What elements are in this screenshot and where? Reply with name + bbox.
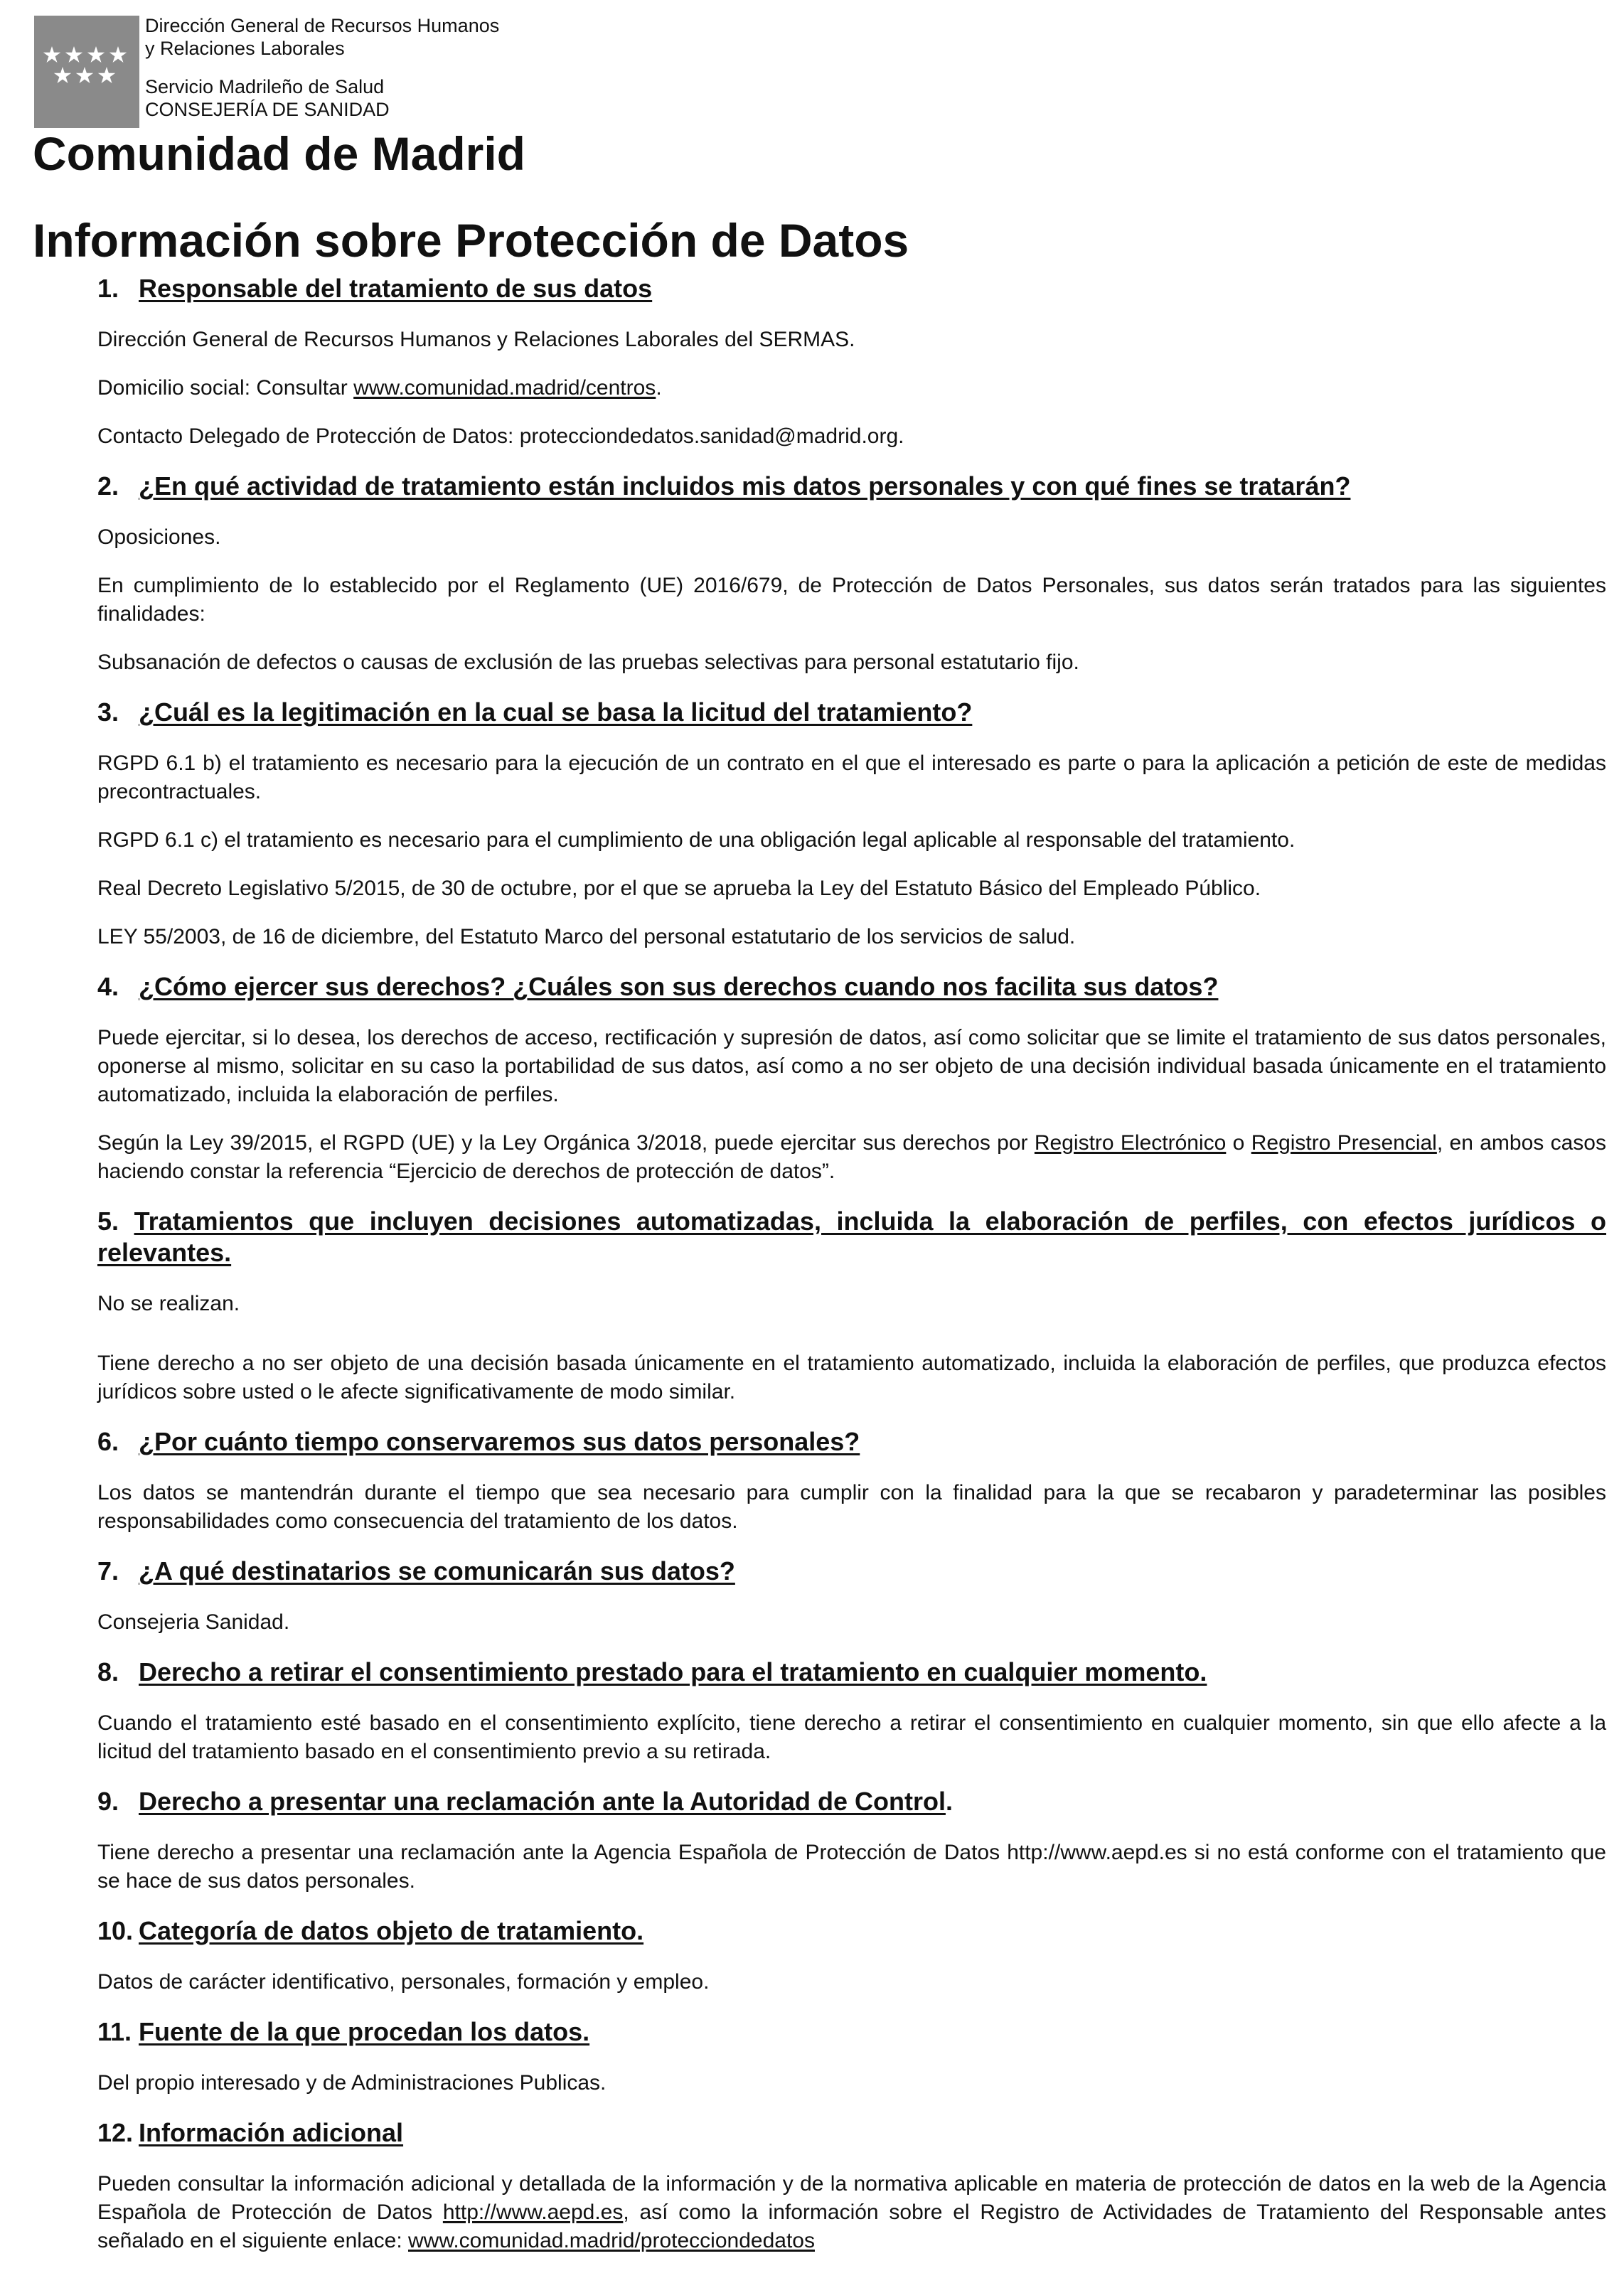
paragraph (97, 374, 1606, 402)
paragraph: Consejeria Sanidad. (97, 1610, 290, 1634)
section-title: ¿A qué destinatarios se comunicarán sus datos? (139, 1556, 735, 1585)
section-title: Información adicional (139, 2118, 404, 2147)
aepd-link[interactable]: http://www.aepd.es (442, 2201, 624, 2224)
star-icon (109, 46, 127, 63)
section-title: Responsable del tratamiento de sus datos (139, 274, 653, 303)
section-title: Derecho a retirar el consentimiento prestado para el tratamiento en cualquier momento. (139, 1657, 1207, 1686)
paragraph: Dirección General de Recursos Humanos y Relaciones Laborales del SERMAS. (97, 328, 855, 351)
star-icon (54, 67, 71, 83)
paragraph: Real Decreto Legislativo 5/2015, de 30 de octubre, por el que se aprueba la Ley del Estatuto Básico del Empleado Público. (97, 877, 1261, 900)
section-heading (97, 1915, 1606, 1947)
text-span: o (1226, 1131, 1251, 1155)
section-title: ¿Por cuánto tiempo conservaremos sus datos personales? (139, 1427, 860, 1456)
section-heading (97, 2117, 1606, 2149)
section-title-suffix: . (945, 1787, 953, 1816)
section-number: 1. (97, 274, 119, 303)
document-title: Información sobre Protección de Datos (33, 214, 909, 267)
paragraph: Subsanación de defectos o causas de exclusión de las pruebas selectivas para personal estatutario fijo. (97, 651, 1079, 674)
section-11 (97, 2016, 1606, 2097)
section-heading (97, 471, 1606, 502)
section-title: ¿En qué actividad de tratamiento están incluidos mis datos personales y con qué fines se tratarán? (139, 471, 1351, 501)
org-line: Dirección General de Recursos Humanos (145, 15, 500, 36)
section-heading (97, 2016, 1606, 2048)
section-9 (97, 1786, 1606, 1895)
section-heading (97, 1556, 1606, 1587)
section-7 (97, 1556, 1606, 1637)
paragraph: Datos de carácter identificativo, personales, formación y empleo. (97, 1970, 710, 1994)
star-icon (65, 46, 82, 63)
paragraph: Tiene derecho a no ser objeto de una decisión basada únicamente en el tratamiento automatizado, incluida la elaboración de perfiles, que produzca efectos jurídicos sobre usted o le afecte significativamente de modo similar. (97, 1352, 1606, 1403)
section-title: Fuente de la que procedan los datos. (139, 2017, 590, 2046)
section-number: 4. (97, 972, 119, 1001)
paragraph: En cumplimiento de lo establecido por el Reglamento (UE) 2016/679, de Protección de Datos Personales, sus datos serán tratados para las siguientes finalidades: (97, 574, 1606, 626)
stars-icon (34, 16, 139, 128)
proteccion-datos-link[interactable]: www.comunidad.madrid/protecciondedatos (408, 2229, 815, 2252)
section-number: 12. (97, 2118, 134, 2147)
registro-presencial-link[interactable]: Registro Presencial (1251, 1131, 1437, 1155)
comunidad-de-madrid-logo (34, 16, 139, 128)
section-number: 2. (97, 471, 119, 501)
text-span: . (656, 376, 662, 400)
section-10 (97, 1915, 1606, 1996)
centros-link[interactable]: www.comunidad.madrid/centros (353, 376, 656, 400)
text-span: , en ambos casos haciendo constar la referencia “Ejercicio de derechos de protección de datos”. (97, 1131, 1606, 1183)
star-icon (87, 46, 105, 63)
paragraph: RGPD 6.1 b) el tratamiento es necesario para la ejecución de un contrato en el que el interesado es parte o para la aplicación a petición de este de medidas precontractuales. (97, 752, 1606, 803)
org-line: CONSEJERÍA DE SANIDAD (145, 99, 390, 120)
section-number: 3. (97, 697, 119, 727)
text-span: Domicilio social: Consultar (97, 376, 354, 400)
paragraph: Contacto Delegado de Protección de Datos: protecciondedatos.sanidad@madrid.org. (97, 424, 904, 448)
star-icon (98, 67, 115, 83)
section-title: Tratamientos que incluyen decisiones automatizadas, incluida la elaboración de perfiles, con efectos jurídicos o relevantes. (97, 1207, 1606, 1267)
section-8 (97, 1657, 1606, 1766)
section-number: 5. (97, 1207, 119, 1236)
registro-electronico-link[interactable]: Registro Electrónico (1034, 1131, 1227, 1155)
paragraph (97, 2170, 1606, 2255)
section-4 (97, 971, 1606, 1186)
paragraph (97, 1129, 1606, 1186)
star-icon (76, 67, 93, 83)
section-3 (97, 697, 1606, 951)
section-number: 7. (97, 1556, 119, 1585)
section-title: ¿Cómo ejercer sus derechos? ¿Cuáles son sus derechos cuando nos facilita sus datos? (139, 972, 1219, 1001)
section-title: ¿Cuál es la legitimación en la cual se basa la licitud del tratamiento? (139, 697, 973, 727)
paragraph: Cuando el tratamiento esté basado en el consentimiento explícito, tiene derecho a retirar el consentimiento en cualquier momento, sin que ello afecte a la licitud del tratamiento basado en el consentimiento previo a su retirada. (97, 1711, 1606, 1763)
section-6 (97, 1426, 1606, 1536)
section-number: 6. (97, 1427, 119, 1456)
section-2 (97, 471, 1606, 677)
section-heading (97, 971, 1606, 1002)
paragraph: RGPD 6.1 c) el tratamiento es necesario para el cumplimiento de una obligación legal aplicable al responsable del tratamiento. (97, 828, 1296, 852)
section-heading (97, 1657, 1606, 1688)
text-span: Según la Ley 39/2015, el RGPD (UE) y la Ley Orgánica 3/2018, puede ejercitar sus derechos por (97, 1131, 1035, 1155)
section-heading (97, 1786, 1606, 1817)
section-number: 10. (97, 1916, 134, 1945)
paragraph: Puede ejercitar, si lo desea, los derechos de acceso, rectificación y supresión de datos, así como solicitar que se limite el tratamiento de sus datos personales, oponerse al mismo, solicitar en su caso la portabilidad de sus datos, así como a no ser objeto de una decisión individual basada únicamente en el tratamiento automatizado, incluida la elaboración de perfiles. (97, 1026, 1606, 1106)
text-span: Pueden consultar la información adicional y detallada de la información y de la normativa aplicable en materia de protección de datos en la web de la Agencia Española de Protección de Datos (97, 2172, 1606, 2224)
section-heading (97, 697, 1606, 728)
paragraph: No se realizan. (97, 1292, 240, 1315)
section-number: 9. (97, 1787, 119, 1816)
section-heading (97, 273, 1606, 304)
section-number: 8. (97, 1657, 119, 1686)
document-body (97, 273, 1606, 2275)
section-1 (97, 273, 1606, 451)
section-5 (97, 1206, 1606, 1406)
section-title: Categoría de datos objeto de tratamiento. (139, 1916, 644, 1945)
section-number: 11. (97, 2017, 132, 2046)
organization-header (145, 14, 499, 121)
org-name: Comunidad de Madrid (33, 127, 525, 180)
paragraph: LEY 55/2003, de 16 de diciembre, del Estatuto Marco del personal estatutario de los servicios de salud. (97, 925, 1076, 948)
star-icon (43, 46, 60, 63)
paragraph: Del propio interesado y de Administraciones Publicas. (97, 2071, 607, 2095)
paragraph: Los datos se mantendrán durante el tiempo que sea necesario para cumplir con la finalidad para la que se recabaron y paradeterminar las posibles responsabilidades como consecuencia del tratamiento de los datos. (97, 1481, 1606, 1533)
section-heading (97, 1206, 1606, 1268)
section-title: Derecho a presentar una reclamación ante la Autoridad de Control (139, 1787, 946, 1816)
section-heading (97, 1426, 1606, 1458)
paragraph: Tiene derecho a presentar una reclamación ante la Agencia Española de Protección de Datos http://www.aepd.es si no está conforme con el tratamiento que se hace de sus datos personales. (97, 1841, 1606, 1893)
org-line: y Relaciones Laborales (145, 38, 345, 59)
section-12 (97, 2117, 1606, 2255)
org-line: Servicio Madrileño de Salud (145, 76, 385, 97)
text-span: , así como la información sobre el Registro de Actividades de Tratamiento del Responsable antes señalado en el siguiente enlace: (97, 2201, 1606, 2252)
paragraph: Oposiciones. (97, 525, 221, 549)
